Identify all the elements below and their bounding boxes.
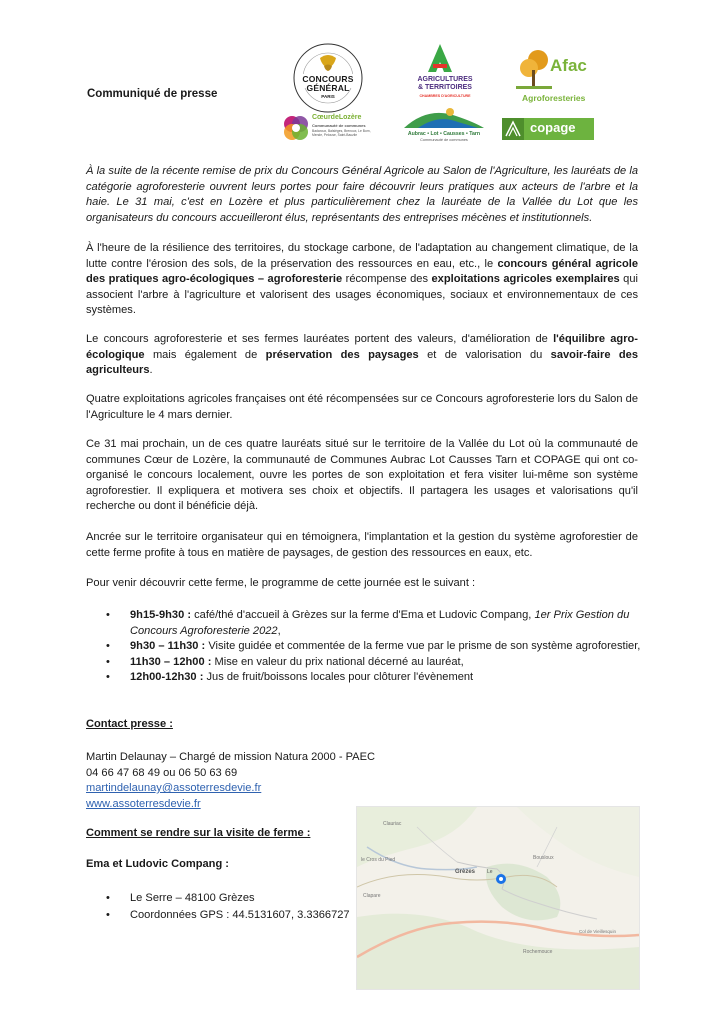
program-time: 9h15-9h30 : [130, 609, 192, 621]
contact-email-link[interactable]: martindelaunay@assoterresdevie.fr [86, 782, 262, 795]
bullet-icon: • [106, 908, 110, 921]
concours-logo-word: CONCOURS [302, 74, 354, 84]
visit-paragraph: Ce 31 mai prochain, un de ces quatre lauréats situé sur le territoire de la Vallée du Lot où la communauté de communes Cœur de Lozère, la communauté de Communes Aubrac Lot Causses Tarn et COPAGE qui ont co-organisé le concours localement, ouvre les portes de son exploitation et fera visiter lui-même son système agroforestier. Il expliquera et motivera ses choix et objectifs. Il partagera les usages et valorisations qu'il recherche ou dont il bénéficie déjà. [86, 438, 638, 513]
territoires-logo-word: & TERRITOIRES [418, 84, 472, 91]
paris-logo-word: PARIS [321, 94, 335, 99]
website-link[interactable]: www.assoterresdevie.fr [86, 797, 201, 810]
map-label-grezes: Grèzes [455, 869, 476, 875]
contact-block [86, 750, 375, 812]
address-list [86, 891, 356, 923]
aubrac-lot-causses-tarn-logo [398, 104, 490, 146]
coeur-logo-word: CœurdeLozère [312, 114, 362, 121]
agroforesteries-logo-word: Agroforesteries [522, 93, 586, 103]
map-pin-icon[interactable] [496, 874, 506, 884]
contact-heading: Contact presse : [86, 718, 173, 730]
program-text: Mise en valeur du prix national décerné au lauréat, [211, 655, 464, 668]
gps-item [86, 908, 356, 924]
bullet-icon: • [106, 655, 110, 668]
map-label-le: Le [487, 869, 493, 875]
aubrac-communaute-word: Communauté de communes [420, 138, 468, 142]
program-list [86, 608, 646, 686]
chambres-logo-word: CHAMBRES D'AGRICULTURE [419, 94, 471, 98]
map-label-clapare: Clapare [363, 893, 381, 899]
program-text: Jus de fruit/boissons locales pour clôturer l'évènement [203, 671, 474, 684]
contact-name: Martin Delaunay – Chargé de mission Natura 2000 - PAEC [86, 751, 375, 763]
map-label-bousloux: Bousloux [533, 855, 554, 861]
intro-paragraph: À la suite de la récente remise de prix du Concours Général Agricole au Salon de l'Agriculture, les lauréats de la catégorie agroforesterie ouvrent leurs portes pour faire découvrir leurs pratiques aux acteurs de l'arbre et la haie. Le 31 mai, c'est en Lozère et plus particulièrement chez la lauréate de la Vallée du Lot que les organisateurs du concours accueilleront élus, représentants des entreprises mécènes et institutionnels. [86, 165, 638, 224]
values-paragraph [86, 332, 638, 379]
afac-logo [514, 46, 602, 112]
partner-logos [240, 40, 642, 150]
coeur-communes-line2: Mende, Pelouse, Saint-Bauzile [312, 133, 358, 137]
bullet-icon: • [106, 609, 110, 621]
context-text-3: qui associent l'arbre à l'agriculture et valorisent des usages économiques, sociaux et environnementaux de ces systèmes. [86, 273, 638, 317]
coeur-communaute-word: Communauté de communes [312, 123, 366, 128]
values-text-1: Le concours agroforesterie et ses fermes lauréates portent des valeurs, d'amélioration de [86, 333, 554, 345]
bullet-icon: • [106, 640, 110, 653]
paysages-bold: préservation des paysages [265, 348, 419, 361]
address-text: Le Serre – 48100 Grèzes [130, 892, 255, 904]
territory-paragraph: Ancrée sur le territoire organisateur qui en témoignera, l'implantation et la gestion du système agroforestier de cette ferme profite à tous en matière de paysages, de gestion des ressources en eaux, etc. [86, 531, 638, 559]
address-item [86, 891, 356, 907]
program-time: 12h00-12h30 : [130, 671, 204, 684]
values-text-4: . [149, 364, 153, 377]
copage-logo [502, 118, 594, 140]
program-tail: , [277, 624, 281, 637]
map-label-rochemouce: Rochemouce [523, 949, 553, 955]
laureates-paragraph: Quatre exploitations agricoles françaises ont été récompensées sur ce Concours agroforesterie lors du Salon de l'Agriculture le 4 mars dernier. [86, 393, 638, 421]
copage-logo-word: copage [530, 120, 576, 135]
bullet-icon: • [106, 892, 110, 904]
coeur-communes-line1: Badaroux, Balsièges, Brenoux, Le Born, [312, 129, 371, 133]
context-paragraph [86, 241, 638, 319]
general-logo-word: GÉNÉRAL [306, 83, 350, 93]
farm-name: Ema et Ludovic Compang : [86, 858, 229, 870]
concours-general-logo [290, 40, 366, 116]
agricultures-territoires-logo [400, 42, 490, 104]
bullet-icon: • [106, 671, 110, 684]
context-text-2: récompense des [342, 273, 432, 286]
gps-text: Coordonnées GPS : 44.5131607, 3.3366727 [130, 908, 350, 921]
program-text: Visite guidée et commentée de la ferme vue par le prisme de son système agroforestier, [205, 640, 641, 653]
program-intro-paragraph: Pour venir découvrir cette ferme, le programme de cette journée est le suivant : [86, 577, 476, 589]
map-label-clauriac: Clauriac [383, 821, 402, 827]
values-text-3: et de valorisation du [418, 348, 551, 361]
document-type-heading: Communiqué de presse [87, 88, 218, 100]
coeur-de-lozere-logo [282, 114, 382, 144]
program-item [86, 639, 646, 655]
concours-name-bold: concours général agricole des pratiques agro-écologiques – agroforesterie [86, 257, 639, 286]
location-map[interactable] [356, 806, 640, 990]
program-item [86, 655, 646, 671]
program-text: café/thé d'accueil à Grèzes sur la ferme d'Ema et Ludovic Compang, [191, 609, 535, 621]
map-label-col: Col de Vieillesquin [579, 929, 616, 934]
program-time: 11h30 – 12h00 : [130, 655, 212, 668]
program-item [86, 670, 646, 686]
savoir-faire-bold: savoir-faire des agriculteurs [86, 348, 638, 377]
program-item [86, 608, 646, 639]
map-label-cros: le Cros du Pied [361, 857, 396, 863]
directions-heading: Comment se rendre sur la visite de ferme : [86, 827, 311, 839]
exploitations-bold: exploitations agricoles exemplaires [431, 273, 620, 286]
program-time: 9h30 – 11h30 : [130, 640, 206, 653]
aubrac-logo-word: Aubrac • Lot • Causses • Tarn [407, 131, 481, 137]
program-award: 1er Prix Gestion du Concours Agroforesterie 2022 [130, 609, 630, 637]
context-text-1: À l'heure de la résilience des territoires, du stockage carbone, de l'adaptation au changement climatique, de la lutte contre l'érosion des sols, de la préservation des ressources en eau, etc., le [86, 242, 638, 270]
values-text-2: mais également de [144, 348, 266, 361]
equilibre-bold: l'équilibre agro-écologique [86, 333, 638, 361]
agricultures-logo-word: AGRICULTURES [417, 76, 473, 83]
afac-logo-word: Afac [550, 56, 587, 75]
contact-phone[interactable]: 04 66 47 68 49 ou 06 50 63 69 [86, 766, 238, 779]
